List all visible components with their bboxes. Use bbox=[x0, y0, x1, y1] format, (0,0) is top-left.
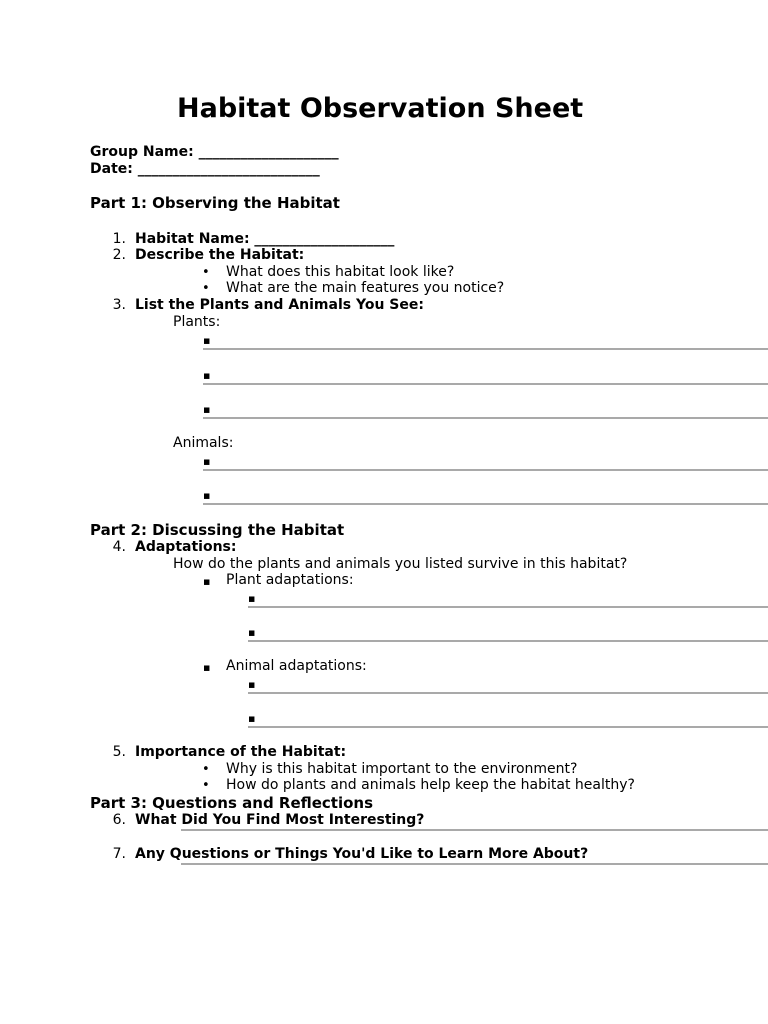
item6-number: 6. bbox=[112, 812, 126, 828]
list-plants-animals-label: List the Plants and Animals You See: bbox=[135, 297, 424, 313]
date-field[interactable]: Date: __________________________ bbox=[90, 161, 320, 177]
item1-number: 1. bbox=[112, 231, 126, 247]
animals-label: Animals: bbox=[173, 435, 234, 451]
describe-habitat-label: Describe the Habitat: bbox=[135, 247, 305, 263]
plant-answer-line-1[interactable] bbox=[203, 348, 768, 350]
part2-heading: Part 2: Discussing the Habitat bbox=[90, 521, 345, 539]
part1-heading: Part 1: Observing the Habitat bbox=[90, 194, 340, 212]
square-bullet-icon: ▪ bbox=[203, 369, 211, 382]
bullet-icon: • bbox=[202, 281, 210, 296]
plants-label: Plants: bbox=[173, 314, 221, 330]
bullet-icon: • bbox=[202, 778, 210, 793]
animal-adaptations-label: Animal adaptations: bbox=[226, 658, 367, 674]
adaptations-prompt: How do the plants and animals you listed survive in this habitat? bbox=[173, 556, 628, 572]
item5-number: 5. bbox=[112, 744, 126, 760]
square-bullet-icon: ▪ bbox=[248, 712, 256, 725]
square-bullet-icon: ▪ bbox=[203, 575, 211, 588]
habitat-name-field[interactable]: Habitat Name: ____________________ bbox=[135, 231, 395, 247]
importance-bullet-1: Why is this habitat important to the environment? bbox=[226, 761, 578, 777]
square-bullet-icon: ▪ bbox=[248, 678, 256, 691]
item4-number: 4. bbox=[112, 539, 126, 555]
adaptations-label: Adaptations: bbox=[135, 539, 237, 555]
animal-answer-line-1[interactable] bbox=[203, 469, 768, 471]
square-bullet-icon: ▪ bbox=[248, 626, 256, 639]
describe-bullet-2: What are the main features you notice? bbox=[226, 280, 505, 296]
square-bullet-icon: ▪ bbox=[203, 489, 211, 502]
square-bullet-icon: ▪ bbox=[248, 592, 256, 605]
square-bullet-icon: ▪ bbox=[203, 661, 211, 674]
plant-adaptations-label: Plant adaptations: bbox=[226, 572, 354, 588]
animal-adaptation-line-2[interactable] bbox=[248, 726, 768, 728]
item2-number: 2. bbox=[112, 247, 126, 263]
animal-answer-line-2[interactable] bbox=[203, 503, 768, 505]
most-interesting-label: What Did You Find Most Interesting? bbox=[135, 812, 425, 828]
describe-bullet-1: What does this habitat look like? bbox=[226, 264, 455, 280]
page-title: Habitat Observation Sheet bbox=[177, 93, 584, 124]
plant-adaptation-line-2[interactable] bbox=[248, 640, 768, 642]
plant-adaptation-line-1[interactable] bbox=[248, 606, 768, 608]
part3-heading: Part 3: Questions and Reflections bbox=[90, 794, 374, 812]
animal-adaptation-line-1[interactable] bbox=[248, 692, 768, 694]
item7-number: 7. bbox=[112, 846, 126, 862]
square-bullet-icon: ▪ bbox=[203, 403, 211, 416]
importance-bullet-2: How do plants and animals help keep the habitat healthy? bbox=[226, 777, 635, 793]
questions-label: Any Questions or Things You'd Like to Learn More About? bbox=[135, 846, 589, 862]
square-bullet-icon: ▪ bbox=[203, 455, 211, 468]
questions-answer-line[interactable] bbox=[181, 863, 768, 865]
plant-answer-line-3[interactable] bbox=[203, 417, 768, 419]
bullet-icon: • bbox=[202, 265, 210, 280]
plant-answer-line-2[interactable] bbox=[203, 383, 768, 385]
group-name-field[interactable]: Group Name: ____________________ bbox=[90, 144, 339, 160]
interesting-answer-line[interactable] bbox=[181, 829, 768, 831]
square-bullet-icon: ▪ bbox=[203, 334, 211, 347]
importance-label: Importance of the Habitat: bbox=[135, 744, 347, 760]
item3-number: 3. bbox=[112, 297, 126, 313]
bullet-icon: • bbox=[202, 762, 210, 777]
